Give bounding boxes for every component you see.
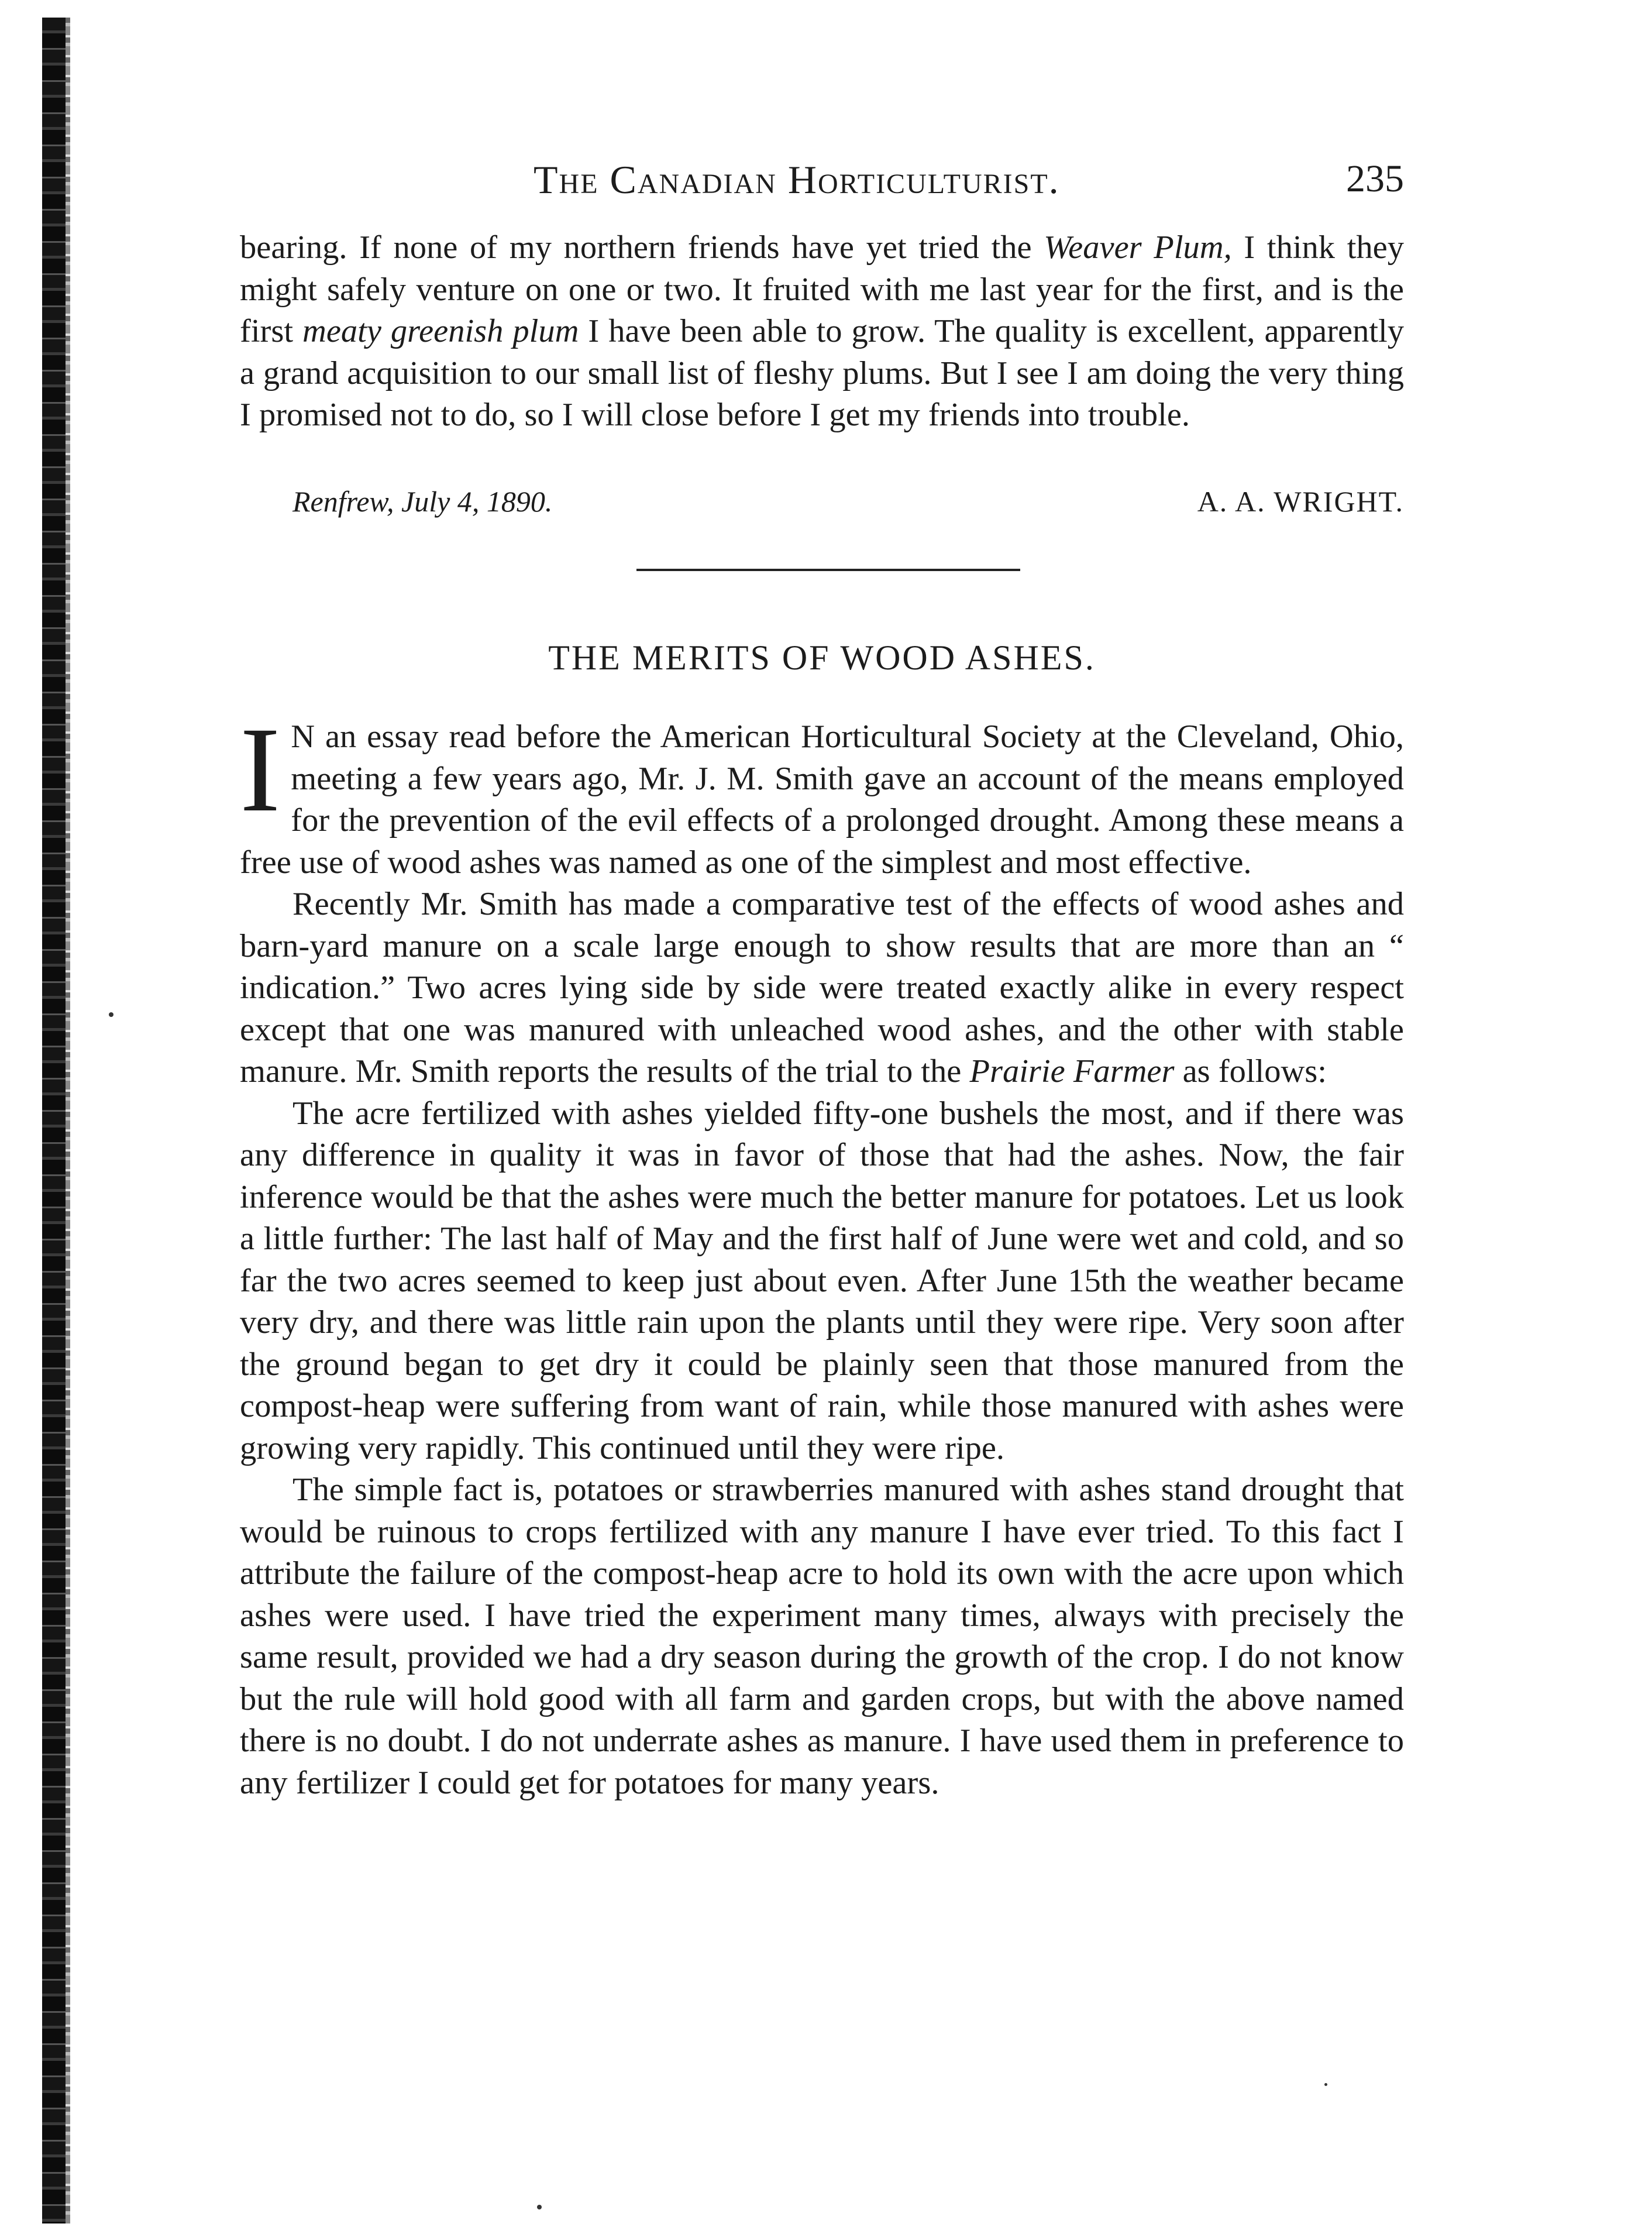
paragraph-text: N an essay read before the American Horticultural Society at the Cleveland, Ohio, meeting a few years ago, Mr. J. M. Smith gave an account of the means employed for the prevention of the evil effects of a prolonged drought. Among these means a free use of wood ashes was named as one of the simplest and most effective. [240,719,1404,881]
signature-place-date: Renfrew, July 4, 1890. [292,485,553,518]
article-paragraph [240,1093,1404,1470]
article-body [240,702,1404,1804]
running-header [240,157,1404,209]
continued-text [240,227,1404,437]
text-run: as follows: [1174,1053,1327,1090]
signature-author: A. A. WRIGHT. [1197,485,1404,518]
text-run: Recently Mr. Smith has made a comparative test of the effects of wood ashes and barn-yard manure on a scale large enough to show results that are more than an “ indication.” Two acres lying side by side were treated exactly alike in every respect except that one was manured with unleached wood ashes, and the other with stable manure. Mr. Smith reports the results of the trial to the [240,886,1404,1090]
page [240,0,1404,2227]
page-number: 235 [1346,157,1404,200]
italic-text-run: Prairie Farmer [969,1053,1175,1090]
text-run: I have been able to grow. The quality is excellent, apparently a grand acquisition to our small list of fleshy plums. But I see I am doing the very thing I promised not to do, so I will close before I get my friends into trouble. [240,313,1404,433]
continued-paragraph [240,227,1404,437]
text-run: The simple fact is, potatoes or strawberries manured with ashes stand drought that would be ruinous to crops fertilized with any manure I have ever tried. To this fact I attribute the failure of the compost-heap acre to hold its own with the acre upon which ashes were used. I have tried the experiment many times, always with precisely the same result, provided we had a dry season during the growth of the crop. I do not know but the rule will hold good with all farm and garden crops, but with the above named there is no doubt. I do not underrate ashes as manure. I have used them in preference to any fertilizer I could get for potatoes for many years. [240,1472,1404,1801]
book-binding-edge [42,18,66,2223]
text-run: bearing. If none of my northern friends have yet tried the [240,229,1044,266]
italic-text-run: meaty greenish plum [302,313,579,349]
text-run: I think they might safely venture on one or two. It fruited with me last year for the first, and is the first [240,229,1404,349]
article-paragraph [240,702,1404,884]
article-paragraph [240,1469,1404,1804]
text-run: The acre fertilized with ashes yielded fifty-one bushels the most, and if there was any difference in quality it was in favor of those that had the ashes. Now, the fair inference would be that the ashes were much the better manure for potatoes. Let us look a little further: The last half of May and the first half of June were wet and cold, and so far the two acres seemed to keep just about even. After June 15th the weather became very dry, and there was little rain upon the plants until they were ripe. Very soon after the ground began to get dry it could be plainly seen that those manured from the compost-heap were suffering from want of rain, while those manured with ashes were growing very rapidly. This continued until they were ripe. [240,1095,1404,1466]
section-divider [636,569,1020,571]
scan-speck [1324,2083,1327,2086]
scan-speck [109,1012,113,1017]
binding-shadow [66,18,70,2223]
drop-cap: I [240,702,281,837]
article-title: THE MERITS OF WOOD ASHES. [548,638,1096,677]
signature-line [240,484,1404,525]
running-title: The Canadian Horticulturist. [534,157,1060,202]
italic-text-run: Weaver Plum, [1044,229,1232,266]
article-paragraph [240,884,1404,1093]
scan-speck [537,2205,542,2209]
